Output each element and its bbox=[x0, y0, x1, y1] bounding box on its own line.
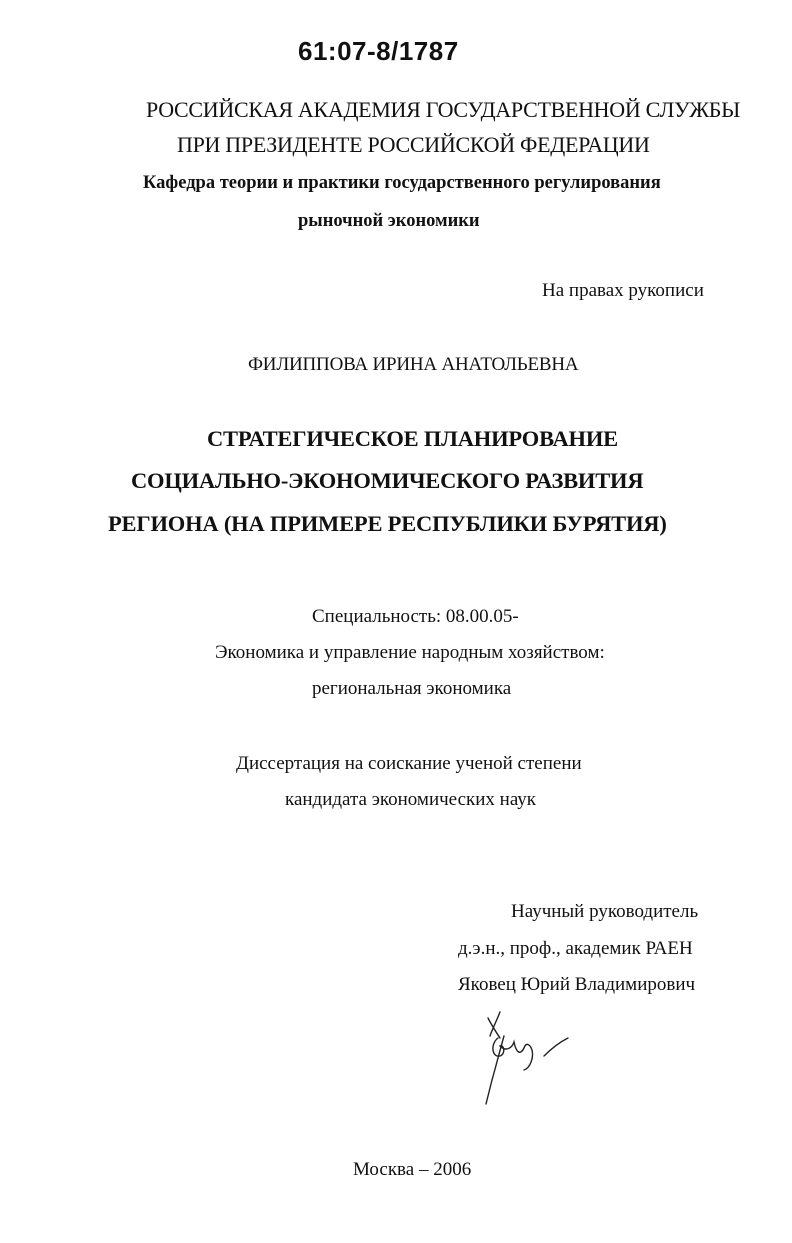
department-line-2: рыночной экономики bbox=[298, 211, 480, 231]
catalog-number: 61:07-8/1787 bbox=[298, 36, 459, 66]
thesis-title-line-3: РЕГИОНА (НА ПРИМЕРЕ РЕСПУБЛИКИ БУРЯТИЯ) bbox=[108, 511, 667, 536]
dissertation-line-2: кандидата экономических наук bbox=[285, 789, 537, 810]
supervisor-credentials: д.э.н., проф., академик РАЕН bbox=[458, 938, 693, 959]
thesis-title-line-1: СТРАТЕГИЧЕСКОЕ ПЛАНИРОВАНИЕ bbox=[207, 426, 618, 451]
specialty-line-2: Экономика и управление народным хозяйством: bbox=[215, 642, 605, 663]
supervisor-name: Яковец Юрий Владимирович bbox=[458, 974, 696, 995]
specialty-line-1: Специальность: 08.00.05- bbox=[312, 606, 519, 627]
organization-line-1: РОССИЙСКАЯ АКАДЕМИЯ ГОСУДАРСТВЕННОЙ СЛУЖБЫ bbox=[146, 97, 741, 122]
thesis-title-line-2: СОЦИАЛЬНО-ЭКОНОМИЧЕСКОГО РАЗВИТИЯ bbox=[131, 468, 644, 493]
dissertation-line-1: Диссертация на соискание ученой степени bbox=[236, 753, 582, 774]
supervisor-role: Научный руководитель bbox=[511, 901, 699, 922]
supervisor-signature bbox=[470, 1008, 580, 1108]
place-and-year: Москва – 2006 bbox=[353, 1159, 472, 1180]
author-name: ФИЛИППОВА ИРИНА АНАТОЛЬЕВНА bbox=[248, 354, 579, 375]
specialty-line-3: региональная экономика bbox=[312, 678, 512, 699]
organization-line-2: ПРИ ПРЕЗИДЕНТЕ РОССИЙСКОЙ ФЕДЕРАЦИИ bbox=[177, 132, 650, 157]
manuscript-note: На правах рукописи bbox=[542, 280, 704, 301]
department-line-1: Кафедра теории и практики государственного регулирования bbox=[143, 173, 661, 193]
